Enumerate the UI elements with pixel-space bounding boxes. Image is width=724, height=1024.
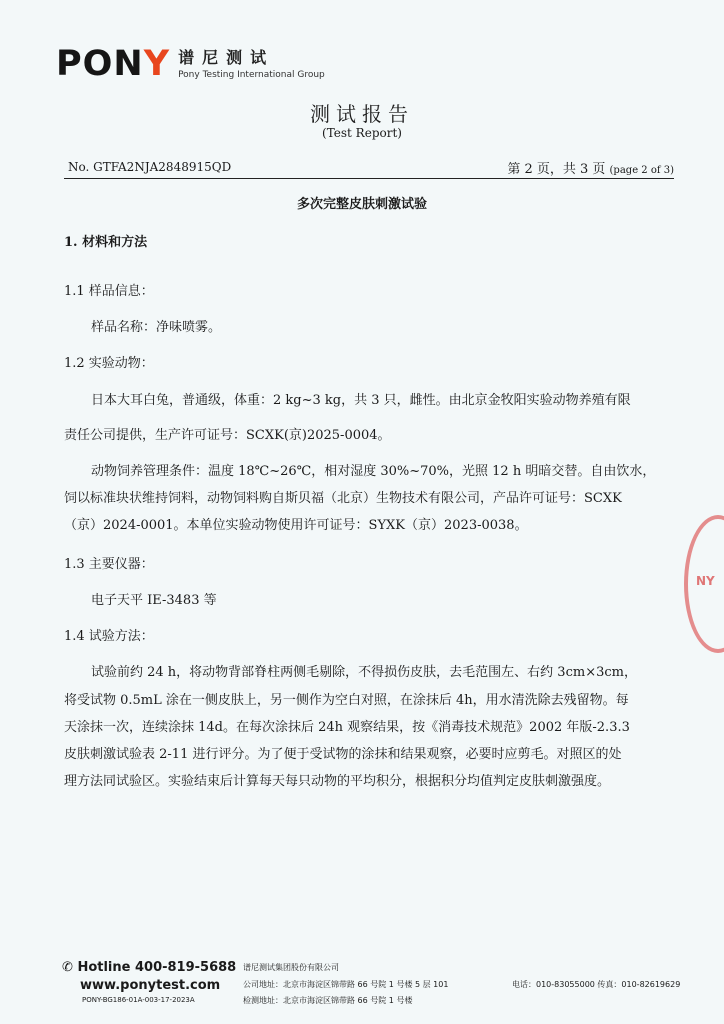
paragraph-line: 试验前约 24 h，将动物背部脊柱两侧毛剔除，不得损伤皮肤，去毛范围左、右约 3cm×3cm， [91,665,637,680]
report-subtitle: (Test Report) [322,126,402,140]
heading-materials-methods: 1. 材料和方法 [64,235,148,250]
heading-sample-info: 1.1 样品信息： [64,284,154,299]
footer-website[interactable]: www.ponytest.com [80,978,221,993]
footer-hotline: ✆ Hotline 400-819-5688 [62,960,237,975]
section-title: 多次完整皮肤刺激试验 [296,197,427,212]
header-divider [64,178,674,179]
instrument-line: 电子天平 IE-3483 等 [91,593,217,608]
footer-contact: 电话：010-83055000 传真：010-82619629 [512,980,681,989]
company-seal [684,515,724,653]
paragraph-line: 动物饲养管理条件：温度 18℃~26℃，相对湿度 30%~70%，光照 12 h 明暗交替。自由饮水， [91,464,656,479]
footer-form-code: PONY-BG186-01A-003-17-2023A [82,996,195,1004]
paragraph-line: 皮肤刺激试验表 2-11 进行评分。为了便于受试物的涂抹和结果观察，必要时应剪毛。对照区的处 [64,747,622,762]
footer-company: 谱尼测试集团股份有限公司 [243,963,339,972]
sample-name: 样品名称：净味喷雾。 [91,320,222,335]
logo-subtitle [178,48,325,80]
page-indicator-cn: 第 2 页，共 3 页 [507,162,606,177]
logo-wordmark: PONY [56,44,171,84]
phone-icon: ✆ [62,960,73,975]
heading-animals: 1.2 实验动物： [64,356,154,371]
paragraph-line: 天涂抹一次，连续涂抹 14d。在每次涂抹后 24h 观察结果，按《消毒技术规范》2002 年版-2.3.3 [64,720,630,735]
paragraph-line: 日本大耳白兔，普通级，体重：2 kg~3 kg，共 3 只，雌性。由北京金牧阳实验动物养殖有限 [91,393,631,408]
page-indicator-en: (page 2 of 3) [609,165,674,176]
page-indicator [507,158,674,177]
report-title: 测试报告 [310,102,414,126]
footer-lab-address: 检测地址：北京市海淀区锦带路 66 号院 1 号楼 [243,996,413,1005]
company-logo [56,44,325,84]
paragraph-line: （京）2024-0001。本单位实验动物使用许可证号：SYXK（京）2023-0038。 [64,518,528,533]
paragraph-line: 将受试物 0.5mL 涂在一侧皮肤上，另一侧作为空白对照，在涂抹后 4h，用水清洗除去残留物。每 [64,693,629,708]
paragraph-line: 饲以标准块状维持饲料，动物饲料购自斯贝福（北京）生物技术有限公司，产品许可证号：SCXK [64,491,622,506]
footer-company-address: 公司地址：北京市海淀区锦带路 66 号院 1 号楼 5 层 101 [243,980,449,989]
heading-instruments: 1.3 主要仪器： [64,557,154,572]
paragraph-line: 理方法同试验区。实验结束后计算每天每只动物的平均积分，根据积分均值判定皮肤刺激强度。 [64,774,611,789]
logo-chinese-name: 谱尼测试 [178,48,275,67]
paragraph-line: 责任公司提供，生产许可证号：SCXK(京)2025-0004。 [64,428,391,443]
heading-test-method: 1.4 试验方法： [64,629,154,644]
report-number: No. GTFA2NJA2848915QD [68,160,232,174]
seal-text: NY [696,574,715,588]
logo-english-name: Pony Testing International Group [178,70,325,80]
